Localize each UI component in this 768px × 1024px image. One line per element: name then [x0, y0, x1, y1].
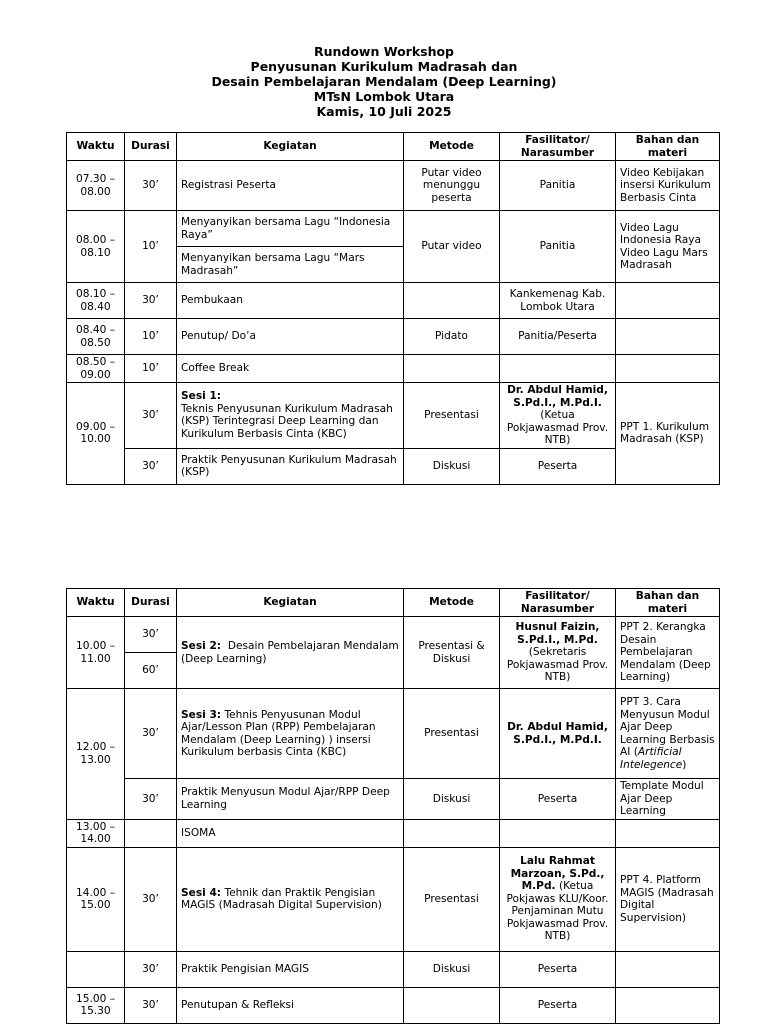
cell-metode [404, 283, 500, 319]
cell-durasi: 60’ [125, 653, 177, 689]
cell-metode: Presentasi [404, 383, 500, 449]
cell-durasi [125, 819, 177, 847]
session-description: Tehnis Penyusunan Modul Ajar/Lesson Plan (RPP) Pembelajaran Mendalam (Deep Learning) ) insersi Kurikulum berbasis Cinta (KBC) [181, 708, 376, 758]
cell-fasilitator [500, 847, 616, 951]
header-durasi: Durasi [125, 133, 177, 161]
cell-fasilitator: Peserta [500, 987, 616, 1023]
cell-metode: Diskusi [404, 779, 500, 820]
table-header-row [67, 589, 720, 617]
cell-durasi: 30’ [125, 951, 177, 987]
cell-bahan [616, 951, 720, 987]
cell-bahan [616, 987, 720, 1023]
cell-bahan [616, 355, 720, 383]
cell-waktu: 09.00 – 10.00 [67, 383, 125, 485]
cell-fasilitator [500, 355, 616, 383]
cell-fasilitator: Panitia [500, 161, 616, 211]
cell-fasilitator [500, 689, 616, 779]
table-row [67, 161, 720, 211]
cell-waktu: 14.00 – 15.00 [67, 847, 125, 951]
cell-fasilitator: Kankemenag Kab. Lombok Utara [500, 283, 616, 319]
header-kegiatan: Kegiatan [177, 589, 404, 617]
cell-fasilitator: Panitia/Peserta [500, 319, 616, 355]
cell-metode [404, 819, 500, 847]
table-row [67, 211, 720, 247]
cell-durasi: 10’ [125, 211, 177, 283]
cell-metode: Putar video [404, 211, 500, 283]
speaker-role: (Ketua Pokjawasmad Prov. NTB) [506, 409, 609, 446]
cell-bahan: Video Kebijakan insersi Kurikulum Berbasis Cinta [616, 161, 720, 211]
cell-bahan [616, 319, 720, 355]
cell-waktu: 12.00 – 13.00 [67, 689, 125, 820]
cell-bahan [616, 689, 720, 779]
table-row [67, 283, 720, 319]
header-waktu: Waktu [67, 589, 125, 617]
schedule-table-1 [66, 132, 720, 485]
cell-waktu: 08.50 – 09.00 [67, 355, 125, 383]
cell-metode: Putar video menunggu peserta [404, 161, 500, 211]
cell-durasi: 10’ [125, 355, 177, 383]
cell-bahan: Video Lagu Indonesia Raya Video Lagu Mars Madrasah [616, 211, 720, 283]
cell-durasi: 30’ [125, 987, 177, 1023]
table-row [67, 847, 720, 951]
cell-fasilitator: Panitia [500, 211, 616, 283]
cell-durasi: 30’ [125, 383, 177, 449]
cell-metode: Diskusi [404, 448, 500, 484]
cell-bahan [616, 819, 720, 847]
cell-kegiatan: Pembukaan [177, 283, 404, 319]
title-line-5: Kamis, 10 Juli 2025 [316, 104, 452, 119]
speaker-name: Husnul Faizin, S.Pd.I., M.Pd. [515, 621, 600, 646]
cell-fasilitator [500, 819, 616, 847]
header-bahan: Bahan dan materi [616, 589, 720, 617]
material-close: ) [682, 758, 687, 771]
material-italic: Artificial Intelegence [620, 746, 683, 771]
cell-metode [404, 355, 500, 383]
cell-fasilitator: Peserta [500, 779, 616, 820]
cell-kegiatan: Coffee Break [177, 355, 404, 383]
cell-durasi: 30’ [125, 283, 177, 319]
table-row [67, 819, 720, 847]
document-title [0, 44, 768, 119]
title-line-3: Desain Pembelajaran Mendalam (Deep Learning) [211, 74, 557, 89]
header-metode: Metode [404, 589, 500, 617]
material-text: PPT 3. Cara Menyusun Modul Ajar Deep Learning Berbasis AI ( [620, 696, 715, 758]
table-row [67, 617, 720, 653]
table-row [67, 355, 720, 383]
cell-kegiatan: Penutup/ Do’a [177, 319, 404, 355]
header-durasi: Durasi [125, 589, 177, 617]
cell-durasi: 30’ [125, 617, 177, 653]
cell-waktu: 08.00 – 08.10 [67, 211, 125, 283]
cell-durasi: 30’ [125, 689, 177, 779]
cell-durasi: 30’ [125, 847, 177, 951]
cell-kegiatan: ISOMA [177, 819, 404, 847]
session-label: Sesi 3: [181, 708, 222, 721]
session-label: Sesi 4: [181, 886, 222, 899]
cell-waktu: 08.10 – 08.40 [67, 283, 125, 319]
speaker-name: Dr. Abdul Hamid, S.Pd.I., M.Pd.I. [507, 721, 608, 746]
cell-waktu: 08.40 – 08.50 [67, 319, 125, 355]
title-line-1: Rundown Workshop [313, 44, 455, 59]
header-fasilitator: Fasilitator/ Narasumber [500, 589, 616, 617]
cell-kegiatan [177, 617, 404, 689]
cell-kegiatan [177, 847, 404, 951]
cell-waktu: 15.00 – 15.30 [67, 987, 125, 1023]
cell-waktu: 10.00 – 11.00 [67, 617, 125, 689]
cell-durasi: 10’ [125, 319, 177, 355]
session-description: Tehnik dan Praktik Pengisian MAGIS (Madrasah Digital Supervision) [181, 886, 382, 911]
cell-durasi: 30’ [125, 161, 177, 211]
cell-bahan: PPT 1. Kurikulum Madrasah (KSP) [616, 383, 720, 485]
cell-kegiatan: Menyanyikan bersama Lagu “Mars Madrasah” [177, 247, 404, 283]
cell-metode: Presentasi [404, 689, 500, 779]
cell-kegiatan: Menyanyikan bersama Lagu “Indonesia Raya” [177, 211, 404, 247]
cell-durasi: 30’ [125, 448, 177, 484]
cell-waktu: 13.00 – 14.00 [67, 819, 125, 847]
cell-kegiatan: Penutupan & Refleksi [177, 987, 404, 1023]
header-waktu: Waktu [67, 133, 125, 161]
cell-fasilitator [500, 383, 616, 449]
cell-kegiatan: Praktik Penyusunan Kurikulum Madrasah (KSP) [177, 448, 404, 484]
cell-bahan: PPT 2. Kerangka Desain Pembelajaran Mendalam (Deep Learning) [616, 617, 720, 689]
cell-bahan: Template Modul Ajar Deep Learning [616, 779, 720, 820]
table-header-row [67, 133, 720, 161]
cell-metode [404, 987, 500, 1023]
cell-fasilitator: Peserta [500, 448, 616, 484]
cell-kegiatan: Praktik Menyusun Modul Ajar/RPP Deep Learning [177, 779, 404, 820]
speaker-name: Dr. Abdul Hamid, S.Pd.I., M.Pd.I. [507, 384, 608, 409]
table-row [67, 319, 720, 355]
cell-metode: Presentasi [404, 847, 500, 951]
speaker-role: (Sekretaris Pokjawasmad Prov. NTB) [506, 646, 609, 684]
table-row [67, 951, 720, 987]
table-row [67, 987, 720, 1023]
session-description: Teknis Penyusunan Kurikulum Madrasah (KSP) Terintegrasi Deep Learning dan Kurikulum Berbasis Cinta (KBC) [181, 402, 393, 440]
cell-metode: Diskusi [404, 951, 500, 987]
cell-fasilitator: Peserta [500, 951, 616, 987]
header-bahan: Bahan dan materi [616, 133, 720, 161]
session-label: Sesi 1: [181, 390, 222, 403]
cell-kegiatan: Registrasi Peserta [177, 161, 404, 211]
speaker-name: Lalu Rahmat Marzoan, S.Pd., M.Pd. [510, 855, 605, 893]
cell-metode: Presentasi & Diskusi [404, 617, 500, 689]
cell-bahan: PPT 4. Platform MAGIS (Madrasah Digital Supervision) [616, 847, 720, 951]
table-row [67, 779, 720, 820]
cell-kegiatan: Praktik Pengisian MAGIS [177, 951, 404, 987]
cell-durasi: 30’ [125, 779, 177, 820]
cell-kegiatan [177, 383, 404, 449]
speaker-role: (Ketua Pokjawas KLU/Koor. Penjaminan Mutu Pokjawasmad Prov. NTB) [506, 880, 609, 943]
cell-waktu: 07.30 – 08.00 [67, 161, 125, 211]
cell-fasilitator [500, 617, 616, 689]
cell-waktu [67, 951, 125, 987]
title-line-4: MTsN Lombok Utara [313, 89, 455, 104]
cell-kegiatan [177, 689, 404, 779]
header-fasilitator: Fasilitator/ Narasumber [500, 133, 616, 161]
schedule-table-2 [66, 588, 720, 1024]
table-row [67, 383, 720, 449]
header-metode: Metode [404, 133, 500, 161]
session-description: Desain Pembelajaran Mendalam (Deep Learning) [181, 640, 399, 665]
session-label: Sesi 2: [181, 640, 222, 652]
table-row [67, 689, 720, 779]
cell-bahan [616, 283, 720, 319]
header-kegiatan: Kegiatan [177, 133, 404, 161]
title-line-2: Penyusunan Kurikulum Madrasah dan [250, 59, 518, 74]
cell-metode: Pidato [404, 319, 500, 355]
